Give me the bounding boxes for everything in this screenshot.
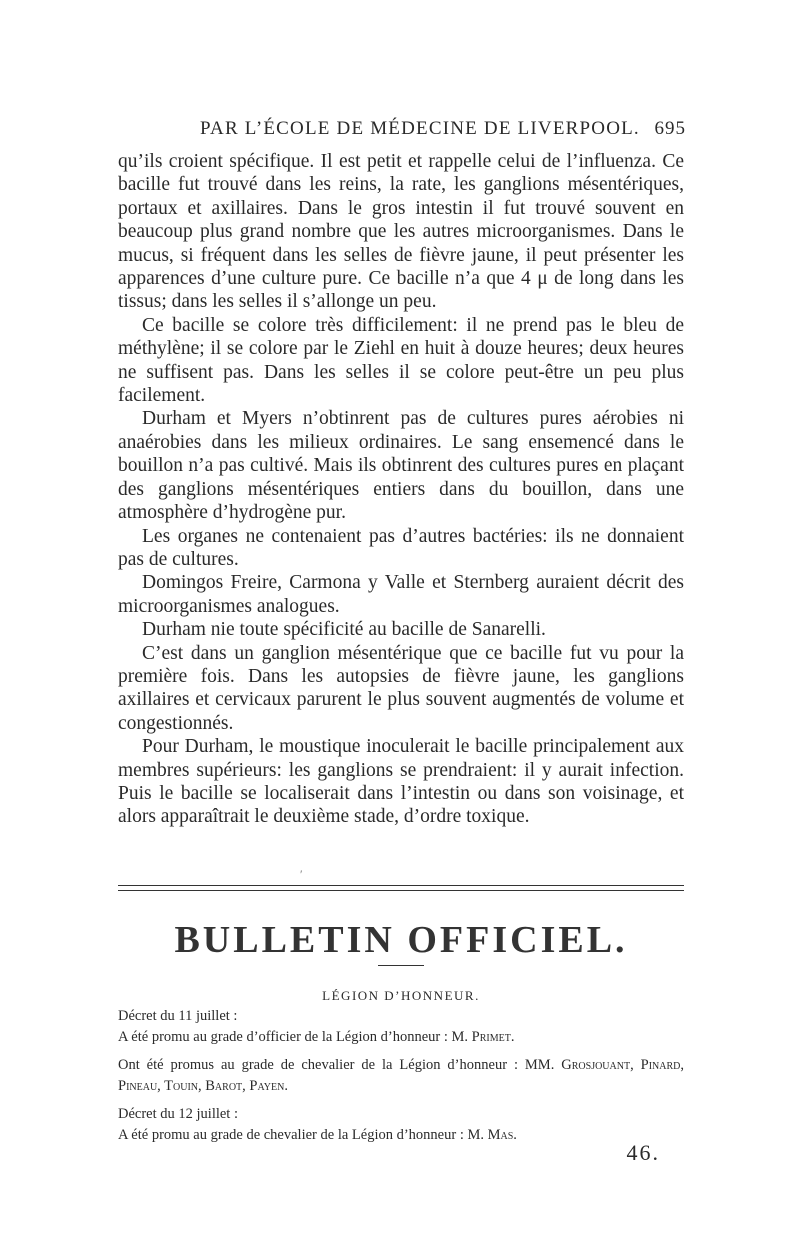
paragraph-7: C’est dans un ganglion mésentérique que ce bacille fut vu pour la première fois. Dans les autopsies de fièvre jaune, les ganglions axillaires et cervicaux parurent le plus souvent augmentés de volume et congestionnés.	[118, 642, 684, 734]
section-divider-bottom	[118, 890, 684, 891]
paragraph-6: Durham nie toute spécificité au bacille de Sanarelli.	[142, 619, 546, 641]
promoted-name: Primet.	[471, 1028, 515, 1045]
article-body	[118, 150, 684, 829]
signature-mark: 46.	[626, 1140, 660, 1165]
paragraph-3: Durham et Myers n’obtinrent pas de cultures pures aérobies ni anaérobies dans les milieux ordinaires. Le sang ensemencé dans le bouillon n’a pas cultivé. Mais ils obtinrent des cultures pures en plaçant des ganglions mésentériques entiers dans du bouillon, dans une atmosphère d’hydrogène pur.	[118, 408, 684, 524]
bulletin-title: BULLETIN OFFICIEL.	[174, 919, 628, 961]
page-number: 695	[654, 118, 686, 139]
title-underline	[378, 965, 424, 966]
section-heading: LÉGION D’HONNEUR.	[322, 988, 480, 1003]
promotion-officier	[118, 1027, 684, 1048]
paragraph-1: qu’ils croient spécifique. Il est petit et rappelle celui de l’influenza. Ce bacille fut trouvé dans les reins, la rate, les ganglions mésentériques, portaux et axillaires. Dans le gros intestin il fut trouvé souvent en beaucoup plus grand nombre que les autres microorganismes. Dans le mucus, si fréquent dans les selles de fièvre jaune, il peut présenter les apparences d’une culture pure. Ce bacille n’a que 4 μ de long dans les tissus; dans les selles il s’allonge un peu.	[118, 151, 684, 313]
decrees-list	[118, 1006, 684, 1145]
running-head	[118, 118, 686, 142]
paragraph-2: Ce bacille se colore très difficilement: il ne prend pas le bleu de méthylène; il se colore par le Ziehl en huit à douze heures; deux heures ne suffisent pas. Dans les selles il se colore peut-être un peu plus facilement.	[118, 314, 684, 407]
promoted-names: Grosjouant, Pinard, Pineau, Touin, Barot, Payen.	[118, 1057, 684, 1094]
promotion-chevalier-2	[118, 1125, 684, 1146]
promotion-text: Ont été promus au grade de chevalier de la Légion d’honneur : MM.	[118, 1057, 562, 1073]
running-title: PAR L’ÉCOLE DE MÉDECINE DE LIVERPOOL.	[200, 118, 640, 139]
promotion-chevalier	[118, 1055, 684, 1096]
decree-date-1: Décret du 11 juillet :	[118, 1008, 238, 1024]
decree-date-2: Décret du 12 juillet :	[118, 1106, 238, 1122]
section-divider-top	[118, 885, 684, 886]
stray-mark: ′	[300, 867, 303, 881]
paragraph-5: Domingos Freire, Carmona y Valle et Sternberg auraient décrit des microorganismes analogues.	[118, 572, 684, 617]
paragraph-8: Pour Durham, le moustique inoculerait le bacille principalement aux membres supérieurs: les ganglions se prendraient: il y aurait infection. Puis le bacille se localiserait dans l’intestin ou dans son voisinage, et alors apparaîtrait le deuxième stade, d’ordre toxique.	[118, 736, 684, 828]
promoted-name: Mas.	[487, 1126, 517, 1143]
paragraph-4: Les organes ne contenaient pas d’autres bactéries: ils ne donnaient pas de cultures.	[118, 525, 684, 570]
promotion-text: A été promu au grade d’officier de la Légion d’honneur : M.	[118, 1028, 472, 1045]
promotion-text: A été promu au grade de chevalier de la Légion d’honneur : M.	[118, 1126, 488, 1143]
